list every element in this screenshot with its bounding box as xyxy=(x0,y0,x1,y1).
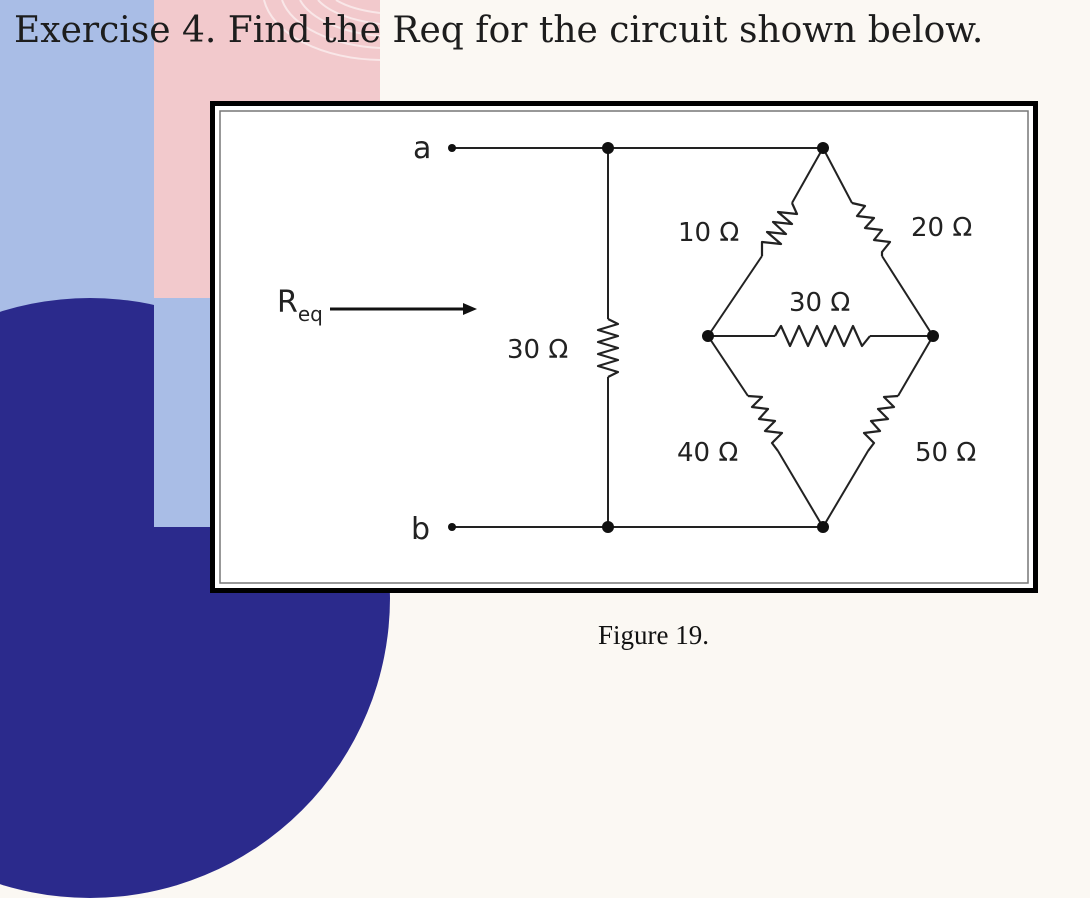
node-top-left xyxy=(602,142,614,154)
resistor-20-zigzag xyxy=(852,203,890,256)
terminal-b-dot xyxy=(448,523,456,531)
terminal-a-label: a xyxy=(413,131,432,166)
terminal-b-label: b xyxy=(411,512,431,547)
r50-lead-bottom xyxy=(823,451,868,527)
node-top xyxy=(817,142,829,154)
r50-lead-top xyxy=(898,336,933,396)
node-bottom xyxy=(817,521,829,533)
circuit-figure xyxy=(210,101,1038,593)
resistor-50-label: 50 Ω xyxy=(915,438,977,468)
resistor-30-left-label: 30 Ω xyxy=(507,335,569,365)
resistor-10-zigzag xyxy=(762,203,797,256)
r10-lead-top xyxy=(792,148,823,203)
req-label-main: R xyxy=(277,285,298,320)
node-left-middle xyxy=(702,330,714,342)
r20-lead-top xyxy=(823,148,852,203)
resistor-20-label: 20 Ω xyxy=(911,213,973,243)
req-arrow-head xyxy=(463,303,477,315)
background-blue-strip xyxy=(154,298,212,527)
resistor-40-zigzag xyxy=(748,396,782,451)
node-bottom-left xyxy=(602,521,614,533)
r10-lead-bottom xyxy=(708,256,762,336)
exercise-title: Exercise 4. Find the Req for the circuit shown below. xyxy=(14,10,984,51)
resistor-30-left-zigzag xyxy=(598,319,618,377)
resistor-50-zigzag xyxy=(864,396,898,451)
resistor-30-mid-label: 30 Ω xyxy=(789,288,851,318)
r40-lead-top xyxy=(708,336,748,396)
figure-caption: Figure 19. xyxy=(598,620,709,650)
req-label-subscript: eq xyxy=(297,302,323,326)
resistor-30-mid-zigzag xyxy=(775,326,870,346)
r20-lead-bottom xyxy=(882,256,933,336)
resistor-40-label: 40 Ω xyxy=(677,438,739,468)
r40-lead-bottom xyxy=(778,451,823,527)
node-right-middle xyxy=(927,330,939,342)
terminal-a-dot xyxy=(448,144,456,152)
figure-inner-border xyxy=(220,111,1028,583)
resistor-10-label: 10 Ω xyxy=(678,218,740,248)
circuit-diagram xyxy=(215,106,1033,588)
req-label xyxy=(277,285,323,326)
